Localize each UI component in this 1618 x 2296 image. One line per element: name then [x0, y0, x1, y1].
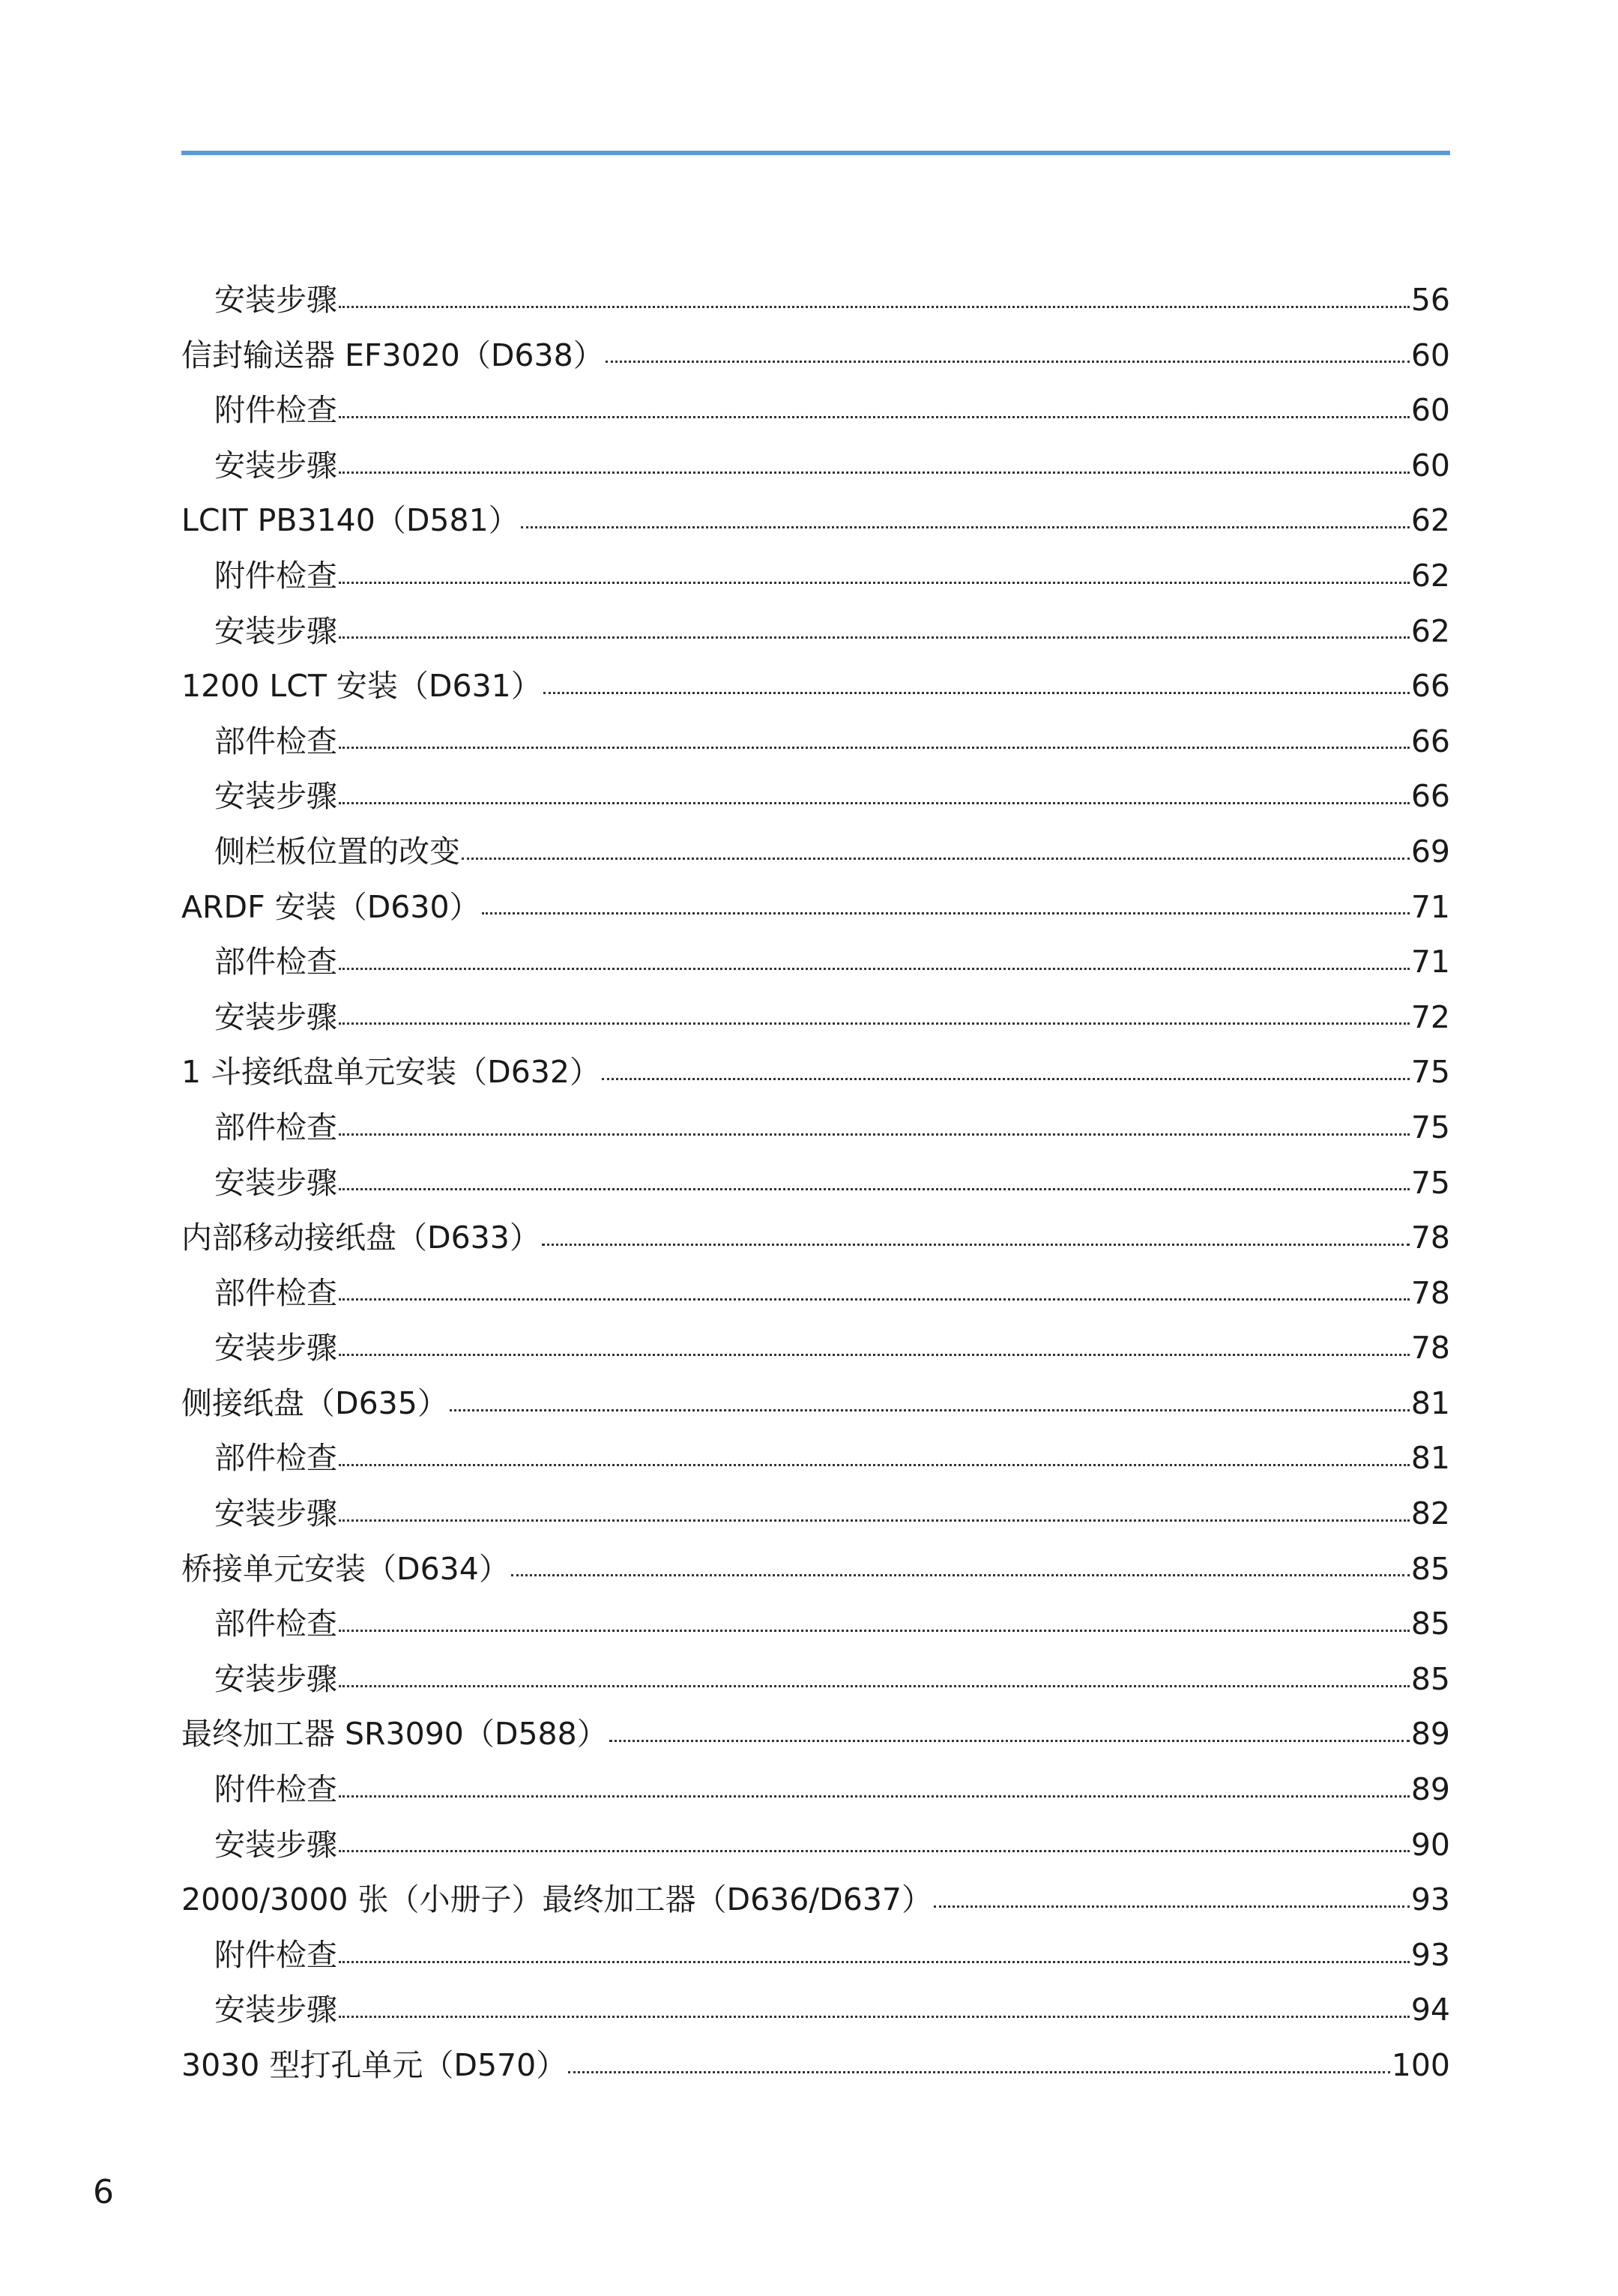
- toc-entry-page: 85: [1410, 1660, 1450, 1697]
- dot-leader: [339, 445, 1410, 476]
- dot-leader: [339, 1107, 1410, 1138]
- toc-entry-title: 附件检查: [214, 1936, 337, 1973]
- toc-subentry[interactable]: [181, 1652, 1450, 1708]
- dot-leader: [521, 500, 1410, 531]
- toc-entry-page: 75: [1410, 1109, 1450, 1145]
- dot-leader: [339, 1493, 1410, 1524]
- dot-leader: [542, 1217, 1410, 1248]
- toc-entry-page: 60: [1410, 392, 1450, 429]
- toc-entry-page: 78: [1410, 1330, 1450, 1367]
- dot-leader: [339, 1989, 1410, 2020]
- toc-entry-page: 56: [1410, 282, 1450, 318]
- toc-entry-page: 60: [1410, 337, 1450, 373]
- toc-entry-page: 89: [1410, 1771, 1450, 1808]
- toc-entry-page: 62: [1410, 557, 1450, 594]
- dot-leader: [602, 1052, 1410, 1082]
- toc-entry-page: 100: [1391, 2047, 1450, 2083]
- toc-subentry[interactable]: [181, 1762, 1450, 1818]
- toc-entry[interactable]: [181, 2038, 1450, 2094]
- toc-entry-title: 安装步骤: [214, 447, 337, 483]
- dot-leader: [339, 1163, 1410, 1193]
- toc-entry-page: 75: [1410, 1054, 1450, 1091]
- toc-entry-page: 62: [1410, 612, 1450, 649]
- toc-entry-title: 安装步骤: [214, 1660, 337, 1697]
- toc-subentry[interactable]: [181, 383, 1450, 439]
- dot-leader: [339, 1935, 1410, 1965]
- toc-entry-page: 93: [1410, 1936, 1450, 1973]
- toc-entry-title: 安装步骤: [214, 1992, 337, 2028]
- header-rule: [181, 151, 1450, 155]
- toc-entry-title: 1200 LCT 安装（D631）: [181, 668, 542, 705]
- toc-entry-title: 内部移动接纸盘（D633）: [181, 1220, 540, 1256]
- toc-subentry[interactable]: [181, 990, 1450, 1046]
- toc-entry-page: 78: [1410, 1220, 1450, 1256]
- toc-entry-title: 部件检查: [214, 1440, 337, 1477]
- toc-entry-page: 81: [1410, 1384, 1450, 1421]
- toc-entry-title: 附件检查: [214, 392, 337, 429]
- dot-leader: [339, 390, 1410, 421]
- toc-subentry[interactable]: [181, 1321, 1450, 1376]
- toc-entry-page: 94: [1410, 1992, 1450, 2028]
- toc-entry[interactable]: [181, 1376, 1450, 1432]
- toc-entry-title: 部件检查: [214, 1109, 337, 1145]
- toc-entry-title: 侧接纸盘（D635）: [181, 1384, 448, 1421]
- toc-subentry[interactable]: [181, 604, 1450, 660]
- toc-entry-title: 安装步骤: [214, 612, 337, 649]
- table-of-contents: [181, 273, 1450, 2094]
- toc-entry[interactable]: [181, 1045, 1450, 1100]
- toc-entry-title: 2000/3000 张（小册子）最终加工器（D636/D637）: [181, 1881, 932, 1918]
- toc-entry[interactable]: [181, 1872, 1450, 1928]
- toc-subentry[interactable]: [181, 1928, 1450, 1983]
- toc-entry[interactable]: [181, 659, 1450, 714]
- toc-entry-page: 85: [1410, 1606, 1450, 1642]
- toc-entry-page: 69: [1410, 833, 1450, 870]
- dot-leader: [339, 611, 1410, 642]
- toc-entry-title: 部件检查: [214, 1274, 337, 1311]
- dot-leader: [339, 1769, 1410, 1800]
- toc-entry-title: 安装步骤: [214, 1826, 337, 1863]
- toc-subentry[interactable]: [181, 1486, 1450, 1542]
- toc-entry-title: 安装步骤: [214, 1495, 337, 1532]
- toc-entry-title: 最终加工器 SR3090（D588）: [181, 1716, 608, 1753]
- toc-entry-page: 82: [1410, 1495, 1450, 1532]
- toc-entry-title: 1 斗接纸盘单元安装（D632）: [181, 1054, 600, 1091]
- toc-entry-title: 附件检查: [214, 1771, 337, 1808]
- toc-entry[interactable]: [181, 493, 1450, 549]
- toc-entry-title: 桥接单元安装（D634）: [181, 1550, 510, 1587]
- dot-leader: [339, 1603, 1410, 1634]
- toc-entry-title: 安装步骤: [214, 1330, 337, 1367]
- toc-entry-page: 66: [1410, 723, 1450, 759]
- dot-leader: [609, 1714, 1410, 1744]
- dot-leader: [450, 1383, 1410, 1414]
- toc-entry-page: 62: [1410, 502, 1450, 539]
- dot-leader: [339, 941, 1410, 972]
- toc-entry-page: 93: [1410, 1881, 1450, 1918]
- toc-entry-page: 60: [1410, 447, 1450, 483]
- toc-entry-title: ARDF 安装（D630）: [181, 888, 480, 925]
- toc-entry[interactable]: [181, 1542, 1450, 1597]
- dot-leader: [606, 335, 1410, 366]
- dot-leader: [339, 1438, 1410, 1468]
- toc-subentry[interactable]: [181, 825, 1450, 880]
- toc-entry-title: 侧栏板位置的改变: [214, 833, 460, 870]
- dot-leader: [543, 666, 1410, 696]
- toc-entry-page: 72: [1410, 998, 1450, 1035]
- toc-entry-title: LCIT PB3140（D581）: [181, 502, 519, 539]
- toc-entry-title: 部件检查: [214, 1606, 337, 1642]
- toc-subentry[interactable]: [181, 273, 1450, 328]
- toc-entry[interactable]: [181, 880, 1450, 935]
- dot-leader: [511, 1549, 1410, 1579]
- dot-leader: [339, 997, 1410, 1028]
- toc-subentry[interactable]: [181, 1156, 1450, 1211]
- toc-entry-page: 81: [1410, 1440, 1450, 1477]
- page-number: 6: [93, 2173, 114, 2211]
- dot-leader: [339, 1659, 1410, 1690]
- toc-entry-page: 85: [1410, 1550, 1450, 1587]
- toc-entry-title: 附件检查: [214, 557, 337, 594]
- dot-leader: [339, 721, 1410, 752]
- toc-entry-title: 安装步骤: [214, 778, 337, 815]
- dot-leader: [482, 887, 1410, 918]
- toc-subentry[interactable]: [181, 549, 1450, 604]
- toc-subentry[interactable]: [181, 1100, 1450, 1156]
- toc-subentry[interactable]: [181, 714, 1450, 770]
- dot-leader: [339, 1273, 1410, 1304]
- dot-leader: [339, 1825, 1410, 1855]
- toc-entry[interactable]: [181, 1211, 1450, 1266]
- toc-subentry[interactable]: [181, 1983, 1450, 2038]
- toc-subentry[interactable]: [181, 769, 1450, 825]
- toc-entry-title: 信封输送器 EF3020（D638）: [181, 337, 604, 373]
- dot-leader: [934, 1879, 1410, 1910]
- toc-entry[interactable]: [181, 1707, 1450, 1762]
- toc-subentry[interactable]: [181, 1431, 1450, 1486]
- dot-leader: [339, 776, 1410, 807]
- toc-entry-page: 78: [1410, 1274, 1450, 1311]
- toc-entry-page: 90: [1410, 1826, 1450, 1863]
- toc-entry-page: 89: [1410, 1716, 1450, 1753]
- toc-subentry[interactable]: [181, 439, 1450, 494]
- toc-entry[interactable]: [181, 328, 1450, 384]
- toc-entry-page: 71: [1410, 944, 1450, 980]
- toc-entry-title: 3030 型打孔单元（D570）: [181, 2047, 567, 2083]
- toc-entry-title: 安装步骤: [214, 1164, 337, 1201]
- toc-entry-page: 71: [1410, 888, 1450, 925]
- toc-subentry[interactable]: [181, 935, 1450, 990]
- toc-entry-title: 部件检查: [214, 944, 337, 980]
- toc-subentry[interactable]: [181, 1597, 1450, 1652]
- dot-leader: [462, 831, 1410, 862]
- toc-subentry[interactable]: [181, 1818, 1450, 1873]
- dot-leader: [339, 1328, 1410, 1358]
- dot-leader: [339, 555, 1410, 586]
- dot-leader: [568, 2045, 1390, 2076]
- toc-entry-page: 66: [1410, 668, 1450, 705]
- toc-subentry[interactable]: [181, 1266, 1450, 1322]
- toc-entry-title: 安装步骤: [214, 998, 337, 1035]
- toc-entry-title: 部件检查: [214, 723, 337, 759]
- toc-entry-title: 安装步骤: [214, 282, 337, 318]
- dot-leader: [339, 280, 1410, 310]
- toc-entry-page: 75: [1410, 1164, 1450, 1201]
- toc-entry-page: 66: [1410, 778, 1450, 815]
